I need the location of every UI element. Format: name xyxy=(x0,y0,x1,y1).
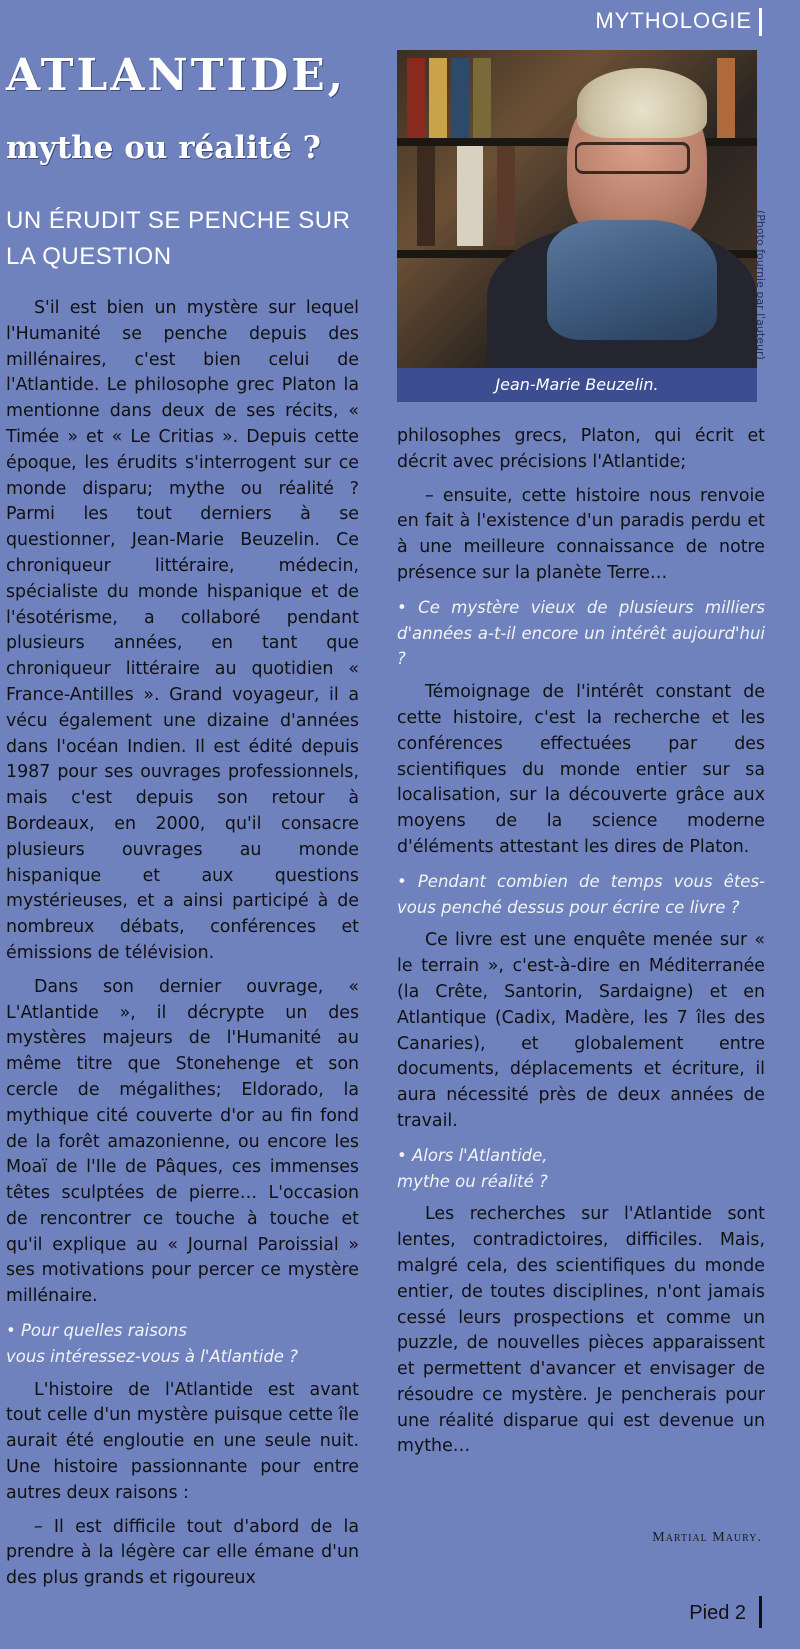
answer-paragraph: Témoignage de l'intérêt constant de cette histoire, c'est la recherche et les conférences effectuées par des scientifiques du monde entier sur sa localisation, sur la découverte grâce aux moyens de la science moderne d'éléments attestant les dires de Platon. xyxy=(397,682,765,857)
question-line: mythe ou réalité ? xyxy=(397,1171,548,1191)
answer-paragraph: – Il est difficile tout d'abord de la prendre à la légère car elle émane d'un des plus grands et rigoureux xyxy=(6,1516,359,1589)
article-subheadline: UN ÉRUDIT SE PENCHE SUR LA QUESTION xyxy=(6,207,351,270)
photo-credit: (Photo fournie par l'auteur) xyxy=(754,210,767,360)
paragraph-intro: S'il est bien un mystère sur lequel l'Humanité se penche depuis des millénaires, c'est bien celui de l'Atlantide. Le philosophe grec Platon la mentionne dans deux de ses récits, « Timée » et « Le Critias ». Depuis cette époque, les érudits s'interrogent sur ce monde disparu; mythe ou réalité ? Parmi les tout derniers à se questionner, Jean-Marie Beuzelin. Ce chroniqueur littéraire, médecin, spécialiste du monde hispanique et de l'ésotérisme, a collaboré pendant plusieurs années, en tant que chroniqueur littéraire au quotidien « France-Antilles ». Grand voyageur, il a vécu également une dizaine d'années dans l'océan Indien. Il est édité depuis 1987 pour ses ouvrages professionnels, mais c'est depuis son retour à Bordeaux, en 2000, qu'il consacre plusieurs ouvrages au monde hispanique et aux questions mystérieuses, et a ainsi participé à de nombreux débats, conférences et émissions de télévision. xyxy=(6,298,359,963)
answer-paragraph: L'histoire de l'Atlantide est avant tout celle d'un mystère puisque cette île aurait été engloutie en une seule nuit. Une histoire passionnante pour entre autres deux raisons : xyxy=(6,1379,359,1503)
article-title: ATLANTIDE, xyxy=(6,50,347,101)
book-spine xyxy=(457,146,483,246)
book-spine xyxy=(473,58,491,138)
answer-paragraph: – ensuite, cette histoire nous renvoie en fait à l'existence d'un paradis perdu et à une meilleure connaissance de notre présence sur la planète Terre… xyxy=(397,485,765,583)
section-divider xyxy=(759,8,762,36)
article-subtitle: mythe ou réalité ? xyxy=(6,130,321,166)
author-signature: Martial Maury. xyxy=(652,1530,762,1545)
article-column-right xyxy=(397,424,765,1468)
book-spine xyxy=(429,58,447,138)
book-spine xyxy=(497,146,515,246)
portrait-hair xyxy=(577,68,707,138)
interview-question xyxy=(397,1143,765,1195)
question-line: • Alors l'Atlantide, xyxy=(397,1145,548,1165)
book-spine xyxy=(407,58,425,138)
portrait-scarf xyxy=(547,220,717,340)
interview-question: • Ce mystère vieux de plusieurs milliers d'années a-t-il encore un intérêt aujourd'hui ? xyxy=(397,597,765,669)
article-column-left xyxy=(6,296,359,1600)
photo-caption: Jean-Marie Beuzelin. xyxy=(397,368,757,402)
question-line: • Pour quelles raisons xyxy=(6,1321,187,1341)
book-spine xyxy=(451,58,469,138)
section-label: MYTHOLOGIE xyxy=(595,8,752,33)
glasses-icon xyxy=(575,142,690,174)
footer-divider xyxy=(759,1596,762,1628)
answer-paragraph: Les recherches sur l'Atlantide sont lentes, contradictoires, difficiles. Mais, malgré cela, des scientifiques du monde entier, de toutes disciplines, n'ont jamais cessé leurs prospections et comme un puzzle, de nouvelles pièces apparaissent et permettent d'avancer et envisager de résoudre ce mystère. Je pencherais pour une réalité disparue qui est devenue un mythe… xyxy=(397,1204,765,1457)
page-number: Pied 2 xyxy=(689,1602,746,1624)
paragraph-book: Dans son dernier ouvrage, « L'Atlantide », il décrypte un des mystères majeurs de l'Humanité au même titre que Stonehenge et son cercle de mégalithes; Eldorado, la mythique cité couverte d'or au fin fond de la forêt amazonienne, ou encore les Moaï de l'Ile de Pâques, ces immenses têtes sculptées de pierre… L'occasion de rencontrer ce touche à touche et qu'il explique au « Journal Paroissial » ses motivations pour percer ce mystère millénaire. xyxy=(6,976,359,1307)
interview-question: • Pendant combien de temps vous êtes-vous penché dessus pour écrire ce livre ? xyxy=(397,871,765,917)
book-spine xyxy=(417,146,435,246)
question-line: vous intéressez-vous à l'Atlantide ? xyxy=(6,1346,298,1366)
author-photo xyxy=(397,50,757,368)
interview-question xyxy=(6,1318,359,1370)
answer-paragraph: Ce livre est une enquête menée sur « le terrain », c'est-à-dire en Méditerranée (la Crête, Santorin, Sardaigne) et en Atlantique (Cadix, Madère, les 7 îles des Canaries), et globalement entre documents, déplacements et écriture, il aura nécessité près de deux années de travail. xyxy=(397,930,765,1131)
answer-paragraph: philosophes grecs, Platon, qui écrit et décrit avec précisions l'Atlantide; xyxy=(397,426,765,472)
book-spine xyxy=(717,58,735,138)
